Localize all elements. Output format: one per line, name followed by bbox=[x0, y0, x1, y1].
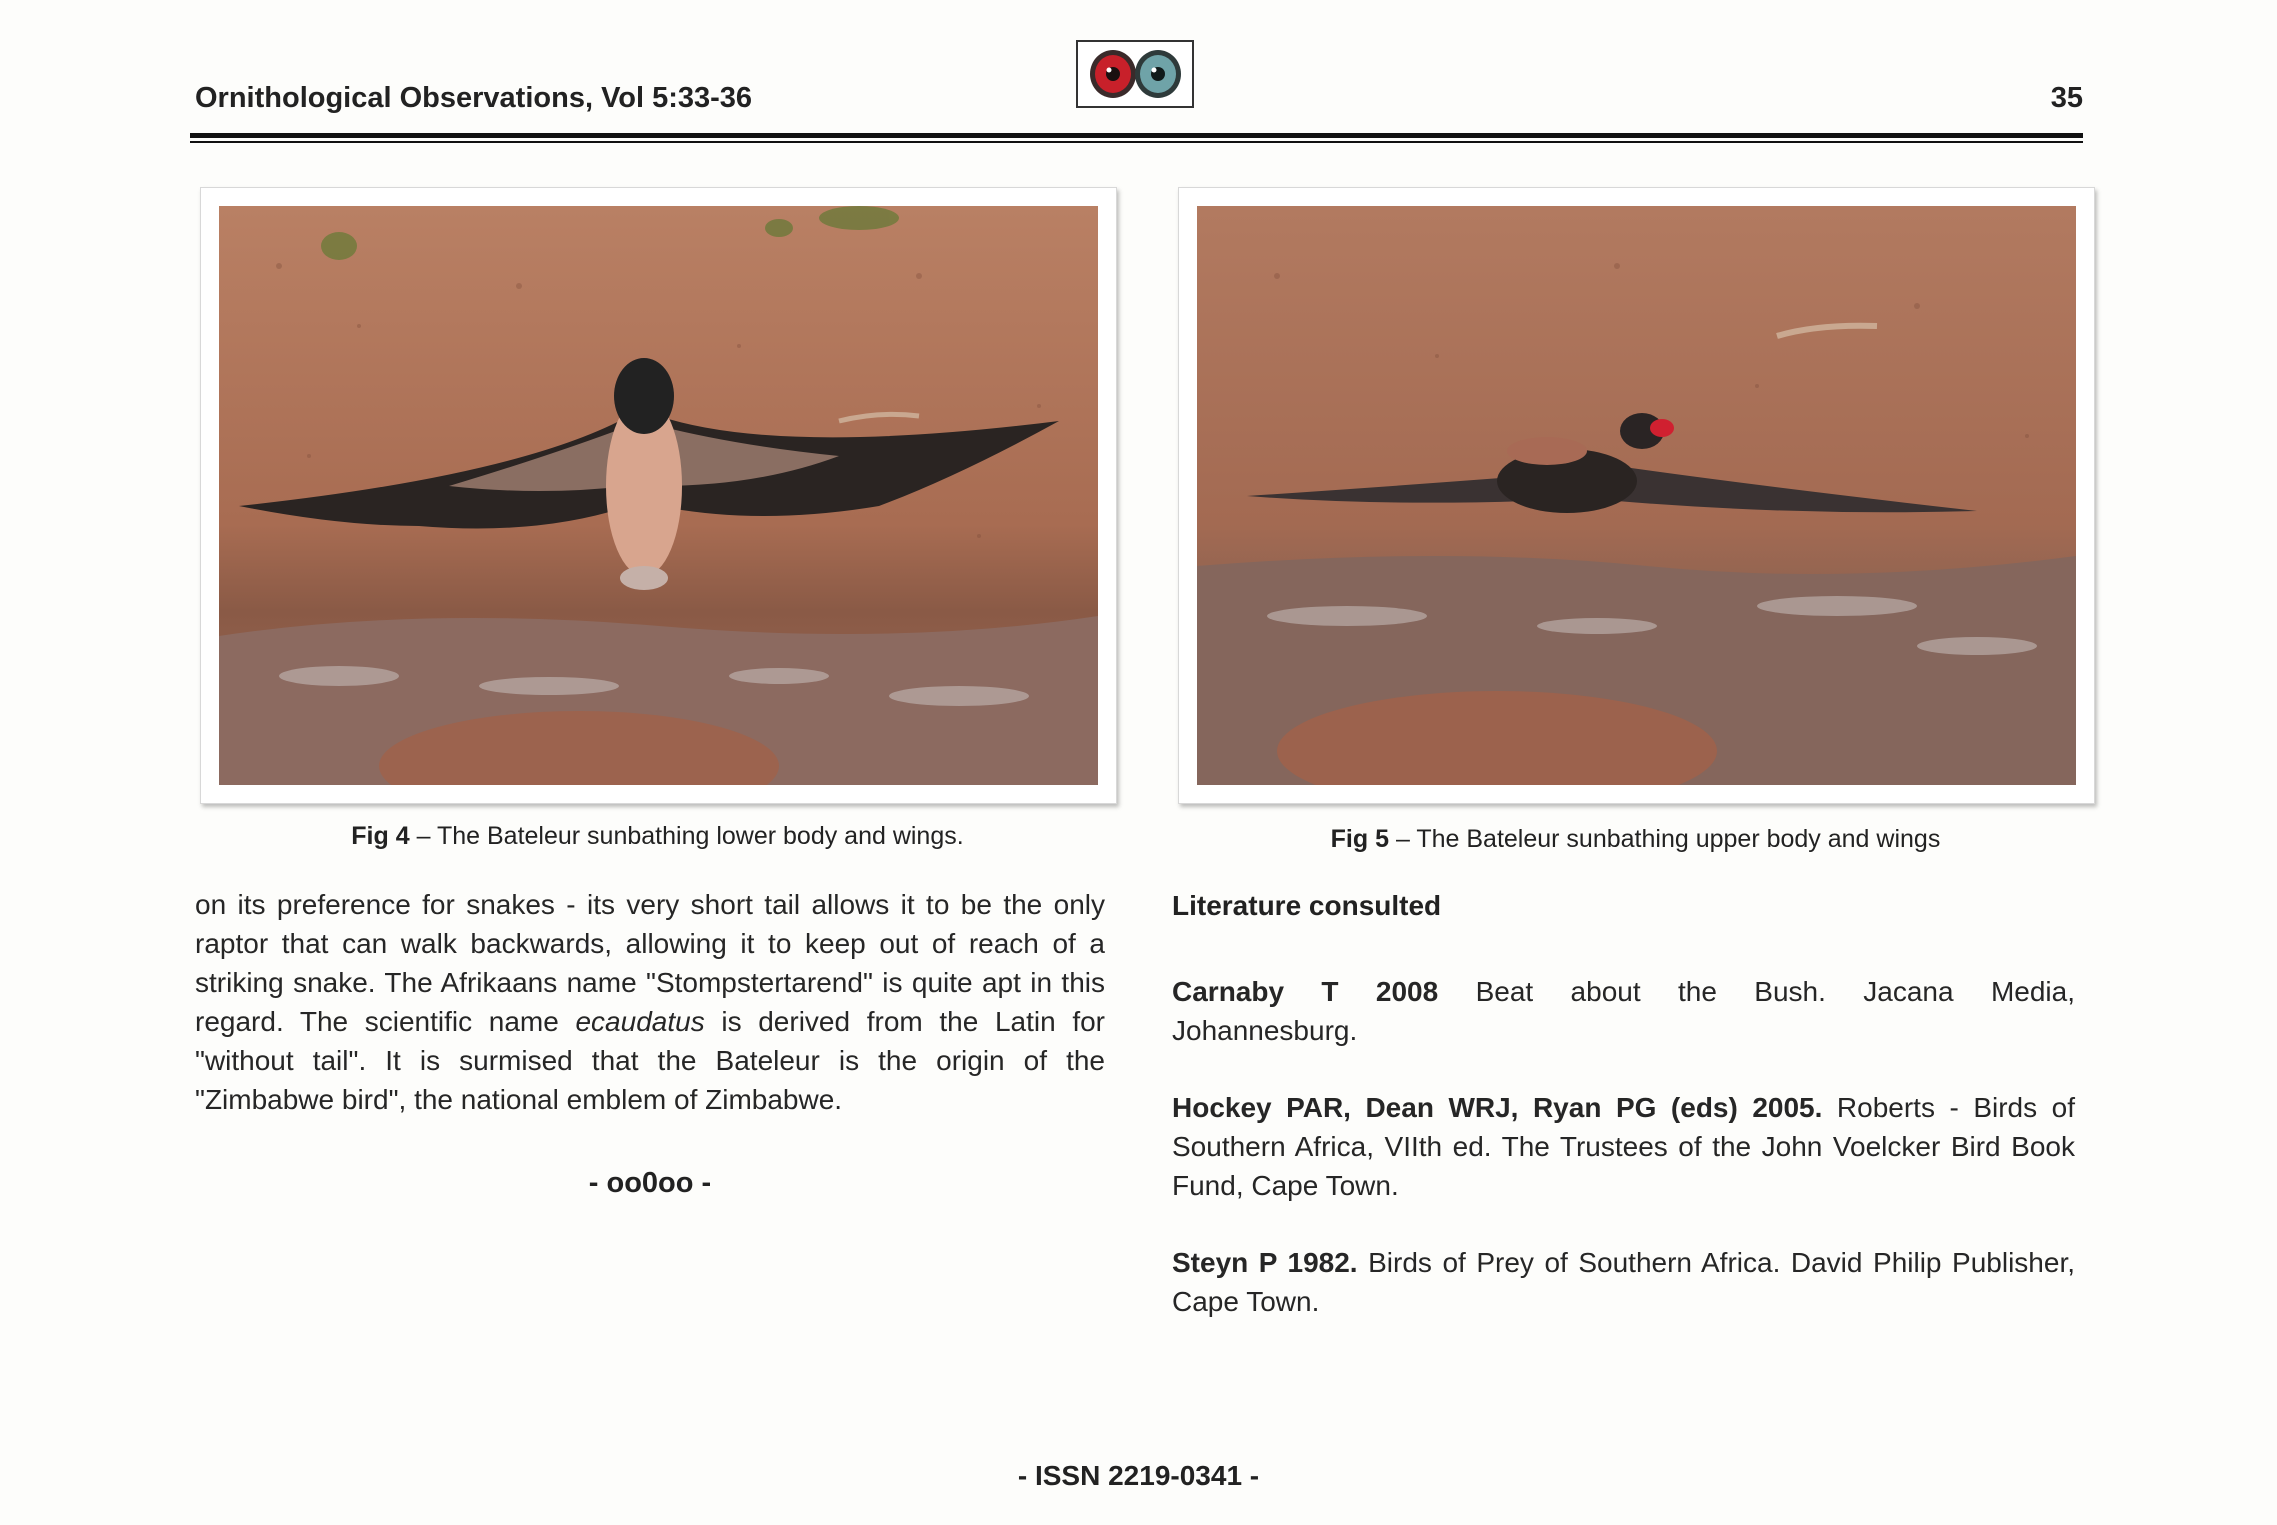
reference-authors: Hockey PAR, Dean WRJ, Ryan PG (eds) 2005. bbox=[1172, 1092, 1823, 1123]
reference-authors: Carnaby T 2008 bbox=[1172, 976, 1439, 1007]
figure-5-caption bbox=[1178, 825, 2093, 854]
page-number: 35 bbox=[2050, 82, 2083, 114]
figure-5-caption-text: – The Bateleur sunbathing upper body and wings bbox=[1389, 825, 1941, 853]
reference-authors: Steyn P 1982. bbox=[1172, 1247, 1358, 1278]
body-text-after: is derived from the Latin for "without tail". It is surmised that the Bateleur is the origin of the "Zimbabwe bird", the national emblem of Zimbabwe. bbox=[195, 1006, 1105, 1115]
reference-text: Beat about the Bush. Jacana Media, bbox=[1438, 976, 2075, 1007]
reference-first-line bbox=[1172, 972, 2075, 1011]
header-rule bbox=[190, 133, 2083, 138]
figure-5-label: Fig 5 bbox=[1330, 825, 1389, 853]
reference-item bbox=[1172, 1243, 2075, 1321]
section-separator: - oo0oo - bbox=[588, 1167, 712, 1199]
eye-pair-logo-icon bbox=[1076, 40, 1194, 108]
reference-text: Roberts - Birds of Southern Africa, VIIth ed. The Trustees of the John Voelcker Bird Book Fund, Cape Town. bbox=[1172, 1092, 2075, 1201]
figure-5-photo bbox=[1178, 187, 2095, 804]
page-header bbox=[195, 70, 2083, 140]
literature-heading: Literature consulted bbox=[1172, 890, 1442, 921]
reference-item bbox=[1172, 972, 2075, 1050]
journal-title: Ornithological Observations, Vol 5:33-36 bbox=[195, 82, 753, 114]
figure-4-label: Fig 4 bbox=[351, 822, 410, 850]
issn-footer: - ISSN 2219-0341 - bbox=[1017, 1460, 1260, 1491]
scientific-name: ecaudatus bbox=[575, 1006, 705, 1037]
body-paragraph bbox=[195, 885, 1105, 1119]
reference-text-cont: Johannesburg. bbox=[1172, 1015, 1358, 1046]
reference-text: Birds of Prey of Southern Africa. David Philip Publisher, Cape Town. bbox=[1172, 1247, 2076, 1317]
body-text-before: on its preference for snakes - its very short tail allows it to be the only raptor that can walk backwards, allowing it to keep out of reach of a striking snake. The Afrikaans name "Stompstertarend" is quite apt in this regard. The scientific name bbox=[195, 889, 1105, 1037]
figure-4-caption bbox=[200, 822, 1115, 851]
header-rule-thin bbox=[190, 141, 2083, 143]
reference-item bbox=[1172, 1088, 2075, 1205]
figure-4-caption-text: – The Bateleur sunbathing lower body and wings. bbox=[409, 822, 964, 850]
figure-4-photo bbox=[200, 187, 1117, 804]
